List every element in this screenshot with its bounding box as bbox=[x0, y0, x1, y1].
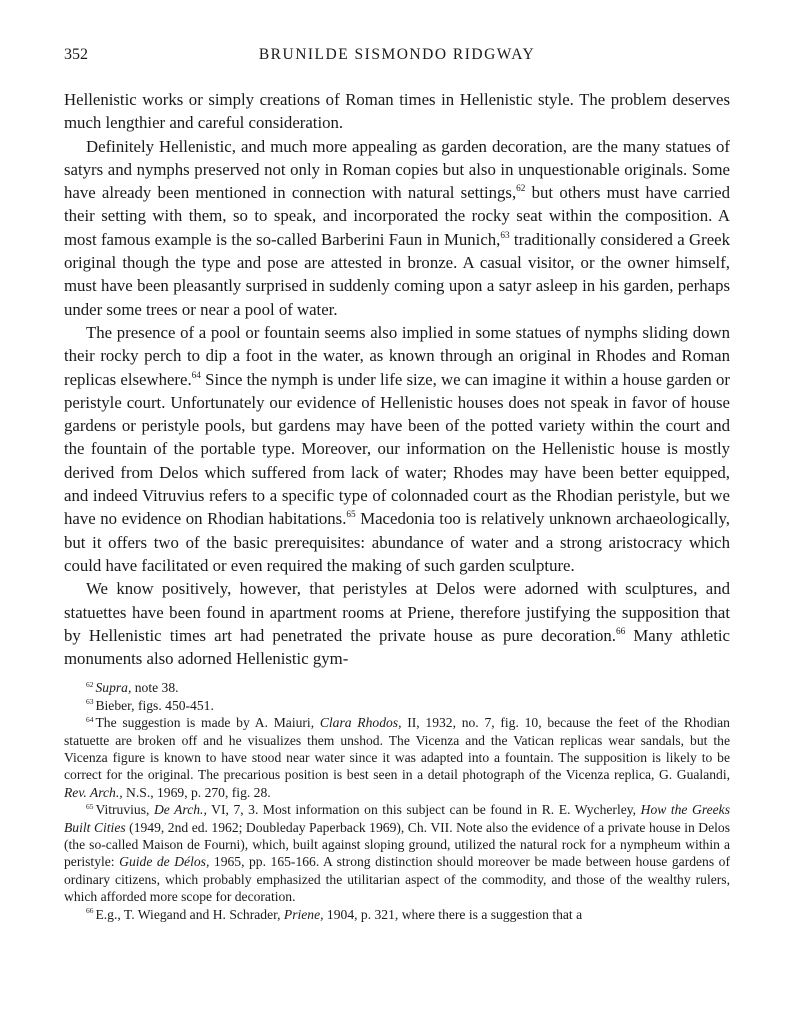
footnote-63-text: Bieber, figs. 450-451. bbox=[95, 697, 214, 713]
footnote-ref-64: 64 bbox=[191, 369, 201, 380]
paragraph-4-text: Many athletic monuments also adorned Hellenistic gym- bbox=[64, 625, 730, 669]
footnote-ref-66: 66 bbox=[615, 625, 626, 636]
paragraph-4-text: We know positively, however, that peristyles at Delos were adorned with sculptures, and statuettes have been found in apartment rooms at Priene, therefore justifying the supposition that by Hellenistic times art had penetrated the private house as pure decoration. bbox=[64, 579, 730, 645]
footnote-66-italic: Priene, bbox=[283, 906, 324, 922]
footnote-number: 64 bbox=[86, 714, 94, 724]
paragraph-2-text: Definitely Hellenistic, and much more appealing as garden decoration, are the many statues of satyrs and nymphs preserved not only in Roman copies but also in unquestionable originals. Some have already been mentioned in connection with natural settings, bbox=[64, 136, 730, 203]
paragraph-3-text: Since the nymph is under life size, we can imagine it within a house garden or peristyle court. Unfortunately our evidence of Hellenistic houses does not speak in favor of house gardens or peristyle pools, but gardens may have been of the potted variety within the court and the fountain of the portable type. Moreover, our information on the Hellenistic house is mostly derived from Delos which suffered from lack of water; Rhodes may have been better equipped, and indeed Vitruvius refers to a specific type of colonnaded court as the Rhodian peristyle, but we have no evidence on Rhodian habitations. bbox=[64, 369, 730, 529]
footnote-65-text: VI, 7, 3. Most information on this subject can be found in R. E. Wycherley, bbox=[206, 802, 641, 818]
footnote-66-text: E.g., T. Wiegand and H. Schrader, bbox=[95, 906, 284, 922]
footnote-62-italic: Supra, bbox=[95, 680, 132, 696]
paragraph-3 bbox=[64, 321, 730, 577]
footnote-number: 66 bbox=[86, 906, 94, 916]
body-text bbox=[64, 88, 730, 670]
paragraph-2-text: but others must have carried their setting with them, so to speak, and incorporated the rocky seat within the composition. A most famous example is the so-called Barberini Faun in Munich, bbox=[64, 183, 730, 249]
footnote-ref-65: 65 bbox=[346, 509, 356, 520]
footnotes bbox=[64, 679, 730, 923]
footnote-ref-62: 62 bbox=[516, 183, 526, 194]
footnote-number: 65 bbox=[86, 801, 94, 811]
footnote-62-text: note 38. bbox=[131, 680, 179, 696]
footnote-64-text: The suggestion is made by A. Maiuri, bbox=[95, 715, 320, 731]
paragraph-2-text: traditionally considered a Greek original though the type and pose are attested in bronze. A casual visitor, or the owner himself, must have been pleasantly surprised in suddenly coming upon a satyr asleep in his garden, perhaps under some trees or near a pool of water. bbox=[64, 229, 730, 319]
running-head-author: BRUNILDE SISMONDO RIDGWAY bbox=[258, 46, 536, 63]
footnote-65 bbox=[64, 801, 730, 905]
footnote-number: 63 bbox=[86, 697, 94, 707]
paragraph-1 bbox=[64, 88, 730, 135]
footnote-65-text: Vitruvius, bbox=[95, 802, 154, 818]
footnote-64-text: II, 1932, no. 7, fig. 10, because the feet of the Rhodian statuette are broken off and he visualizes them unshod. The Vicenza and the Vatican replicas wear sandals, but the Vicenza figure is known to have stood near water since it was adapted into a fountain. The supposition is likely to be correct for the original. The precarious position is best seen in a detail photograph of the Vicenza replica, G. Gualandi, bbox=[64, 715, 730, 783]
running-head bbox=[64, 44, 730, 70]
footnote-62 bbox=[64, 679, 730, 696]
footnote-64-text: N.S., 1969, p. 270, fig. 28. bbox=[122, 784, 271, 800]
footnote-64 bbox=[64, 714, 730, 801]
page-number: 352 bbox=[64, 46, 88, 63]
footnote-ref-63: 63 bbox=[500, 229, 510, 240]
footnote-65-italic: Guide de Délos, bbox=[119, 854, 210, 870]
footnote-65-italic: De Arch., bbox=[153, 802, 207, 818]
footnote-64-italic: Clara Rhodos, bbox=[319, 715, 402, 731]
footnote-65-text: (1949, 2nd ed. 1962; Doubleday Paperback 1969), Ch. VII. Note also the evidence of a private house in Delos (the so-called Maison de Fourni), which, built against sloping ground, utilized the natural rock for a nympheum within a peristyle: bbox=[64, 819, 730, 870]
paragraph-3-text: Macedonia too is relatively unknown archaeologically, but it offers two of the basic prerequisites: abundance of water and a strong aristocracy which could have facilitated or even required the making of such garden sculpture. bbox=[64, 509, 731, 575]
page bbox=[64, 44, 730, 923]
footnote-63 bbox=[64, 697, 730, 714]
footnote-number: 62 bbox=[86, 679, 94, 689]
paragraph-4 bbox=[64, 577, 730, 670]
paragraph-3-text: The presence of a pool or fountain seems also implied in some statues of nymphs sliding down their rocky perch to dip a foot in the water, as known through an original in Rhodes and Roman replicas elsewhere. bbox=[64, 322, 730, 389]
paragraph-1-text: Hellenistic works or simply creations of Roman times in Hellenistic style. The problem deserves much lengthier and careful consideration. bbox=[64, 90, 730, 133]
footnote-65-text: 1965, pp. 165-166. A strong distinction should moreover be made between house gardens of ordinary citizens, which probably emphasized the utilitarian aspect of the commodity, and those of the wealthy rulers, which afforded more scope for decoration. bbox=[64, 854, 730, 905]
footnote-64-italic: Rev. Arch., bbox=[64, 784, 123, 800]
paragraph-2 bbox=[64, 135, 730, 321]
footnote-66 bbox=[64, 906, 730, 923]
footnote-66-text: 1904, p. 321, where there is a suggestion that a bbox=[323, 906, 583, 922]
footnote-65-italic: How the Greeks Built Cities bbox=[64, 802, 731, 835]
